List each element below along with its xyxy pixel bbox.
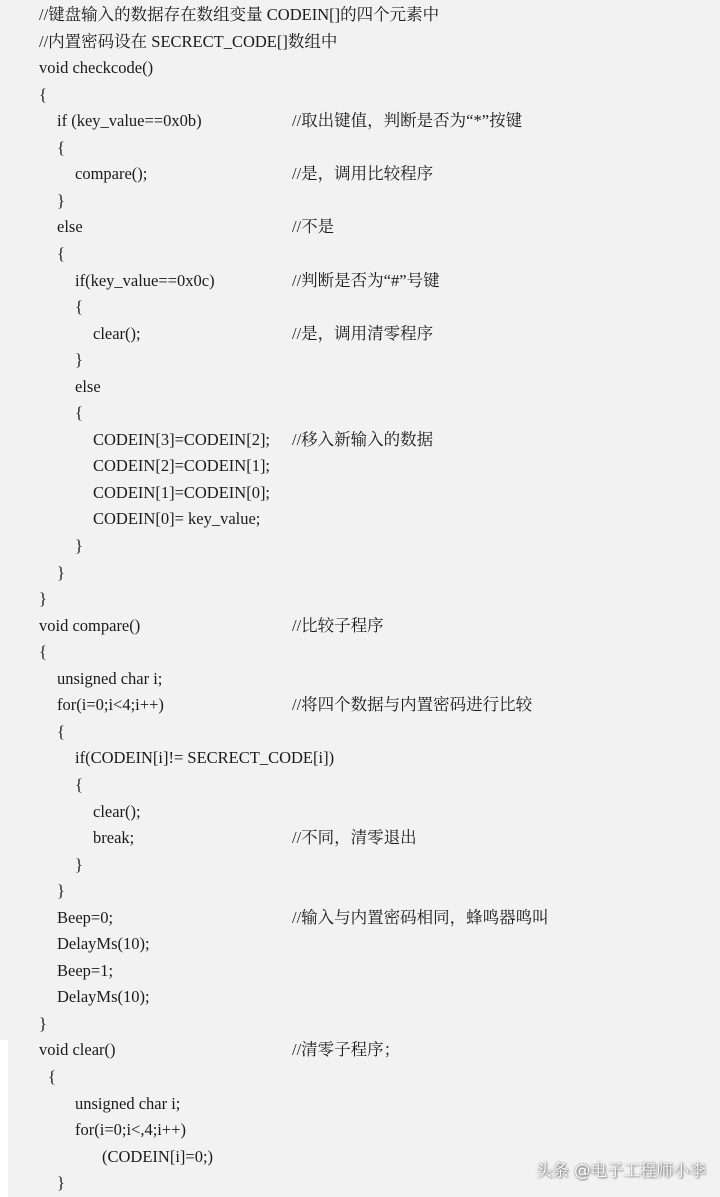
code-line (0, 931, 720, 957)
code-comment: //将四个数据与内置密码进行比较 (292, 695, 533, 715)
code-text: { (57, 243, 65, 263)
code-comment: //是，调用比较程序 (292, 164, 434, 184)
code-text: void clear() (39, 1040, 116, 1060)
code-line (0, 480, 720, 506)
code-line (0, 161, 720, 187)
code-line (0, 268, 720, 294)
code-line (0, 453, 720, 479)
code-text: CODEIN[0]= key_value; (93, 509, 261, 529)
code-line (0, 506, 720, 532)
code-line (0, 852, 720, 878)
code-comment: //比较子程序 (292, 615, 384, 635)
code-line (0, 1091, 720, 1117)
code-line (0, 613, 720, 639)
code-line (0, 2, 720, 28)
code-line (0, 427, 720, 453)
code-line (0, 1037, 720, 1063)
code-text: } (75, 536, 83, 555)
code-text: { (39, 642, 47, 662)
code-text: unsigned char i; (75, 1093, 181, 1113)
code-text: DelayMs(10); (57, 987, 150, 1007)
code-line (0, 29, 720, 55)
code-line (0, 108, 720, 134)
code-text: (CODEIN[i]=0;) (102, 1146, 214, 1166)
code-line (0, 1064, 720, 1090)
code-comment: //是，调用清零程序 (292, 323, 434, 343)
code-line (0, 294, 720, 320)
code-line (0, 666, 720, 692)
code-text: if(key_value==0x0c) (75, 270, 215, 290)
code-comment: //不是 (292, 217, 335, 237)
code-text: } (75, 350, 83, 370)
code-text: } (57, 562, 65, 582)
code-line (0, 55, 720, 81)
code-line (0, 984, 720, 1010)
code-text: Beep=1; (57, 960, 114, 980)
code-line (0, 374, 720, 400)
code-line (0, 905, 720, 931)
code-text: else (75, 376, 101, 396)
code-comment: //输入与内置密码相同，蜂鸣器鸣叫 (292, 907, 549, 927)
code-line (0, 188, 720, 214)
code-comment: //移入新输入的数据 (292, 429, 434, 449)
code-line (0, 586, 720, 612)
code-text: CODEIN[2]=CODEIN[1]; (93, 456, 271, 476)
code-line (0, 958, 720, 984)
code-line (0, 347, 720, 373)
code-line (0, 400, 720, 426)
code-text: } (57, 1173, 65, 1193)
code-text: { (57, 721, 65, 741)
code-text: if(CODEIN[i]!= SECRECT_CODE[i]) (75, 748, 335, 768)
code-line (0, 82, 720, 108)
code-line (0, 825, 720, 851)
code-text: { (75, 297, 83, 317)
code-text: CODEIN[3]=CODEIN[2]; (93, 429, 271, 449)
code-text: DelayMs(10); (57, 934, 150, 954)
watermark: 头条 @电子工程师小李 (535, 1161, 706, 1180)
code-text: clear(); (93, 323, 141, 343)
code-text: } (39, 589, 47, 609)
code-line (0, 135, 720, 161)
code-text: { (75, 403, 83, 423)
code-text: for(i=0;i<,4;i++) (75, 1120, 186, 1140)
code-text: unsigned char i; (57, 668, 163, 688)
code-line (0, 533, 720, 559)
code-text: CODEIN[1]=CODEIN[0]; (93, 482, 271, 502)
code-line (0, 878, 720, 904)
code-line (0, 321, 720, 347)
code-line (0, 214, 720, 240)
code-text: } (75, 854, 83, 874)
code-text: clear(); (93, 801, 141, 821)
code-text: //键盘输入的数据存在数组变量 CODEIN[]的四个元素中 (39, 5, 440, 24)
code-comment: //清零子程序； (292, 1040, 401, 1060)
code-line (0, 241, 720, 267)
code-comment: //判断是否为“#”号键 (292, 270, 440, 290)
code-text: { (75, 774, 83, 794)
code-text: { (48, 1067, 56, 1086)
code-line (0, 560, 720, 586)
code-line (0, 1011, 720, 1037)
code-text: //内置密码设在 SECRECT_CODE[]数组中 (39, 31, 338, 51)
code-line (0, 745, 720, 771)
code-text: else (57, 217, 83, 237)
code-line (0, 692, 720, 718)
code-text: } (57, 190, 65, 210)
code-line (0, 1117, 720, 1143)
code-comment: //不同，清零退出 (292, 828, 417, 848)
code-text: compare(); (75, 164, 148, 184)
code-comment: //取出键值，判断是否为“*”按键 (292, 111, 523, 131)
code-line (0, 639, 720, 665)
code-text: void checkcode() (39, 58, 154, 78)
code-text: void compare() (39, 615, 141, 635)
code-text: Beep=0; (57, 907, 114, 927)
code-line (0, 719, 720, 745)
code-text: { (39, 84, 47, 104)
code-line (0, 772, 720, 798)
code-text: } (57, 881, 65, 901)
code-text: { (57, 137, 65, 157)
code-text: } (39, 1013, 47, 1033)
code-text: if (key_value==0x0b) (57, 111, 202, 131)
code-line (0, 799, 720, 825)
code-text: for(i=0;i<4;i++) (57, 695, 164, 715)
code-text: break; (93, 828, 135, 848)
